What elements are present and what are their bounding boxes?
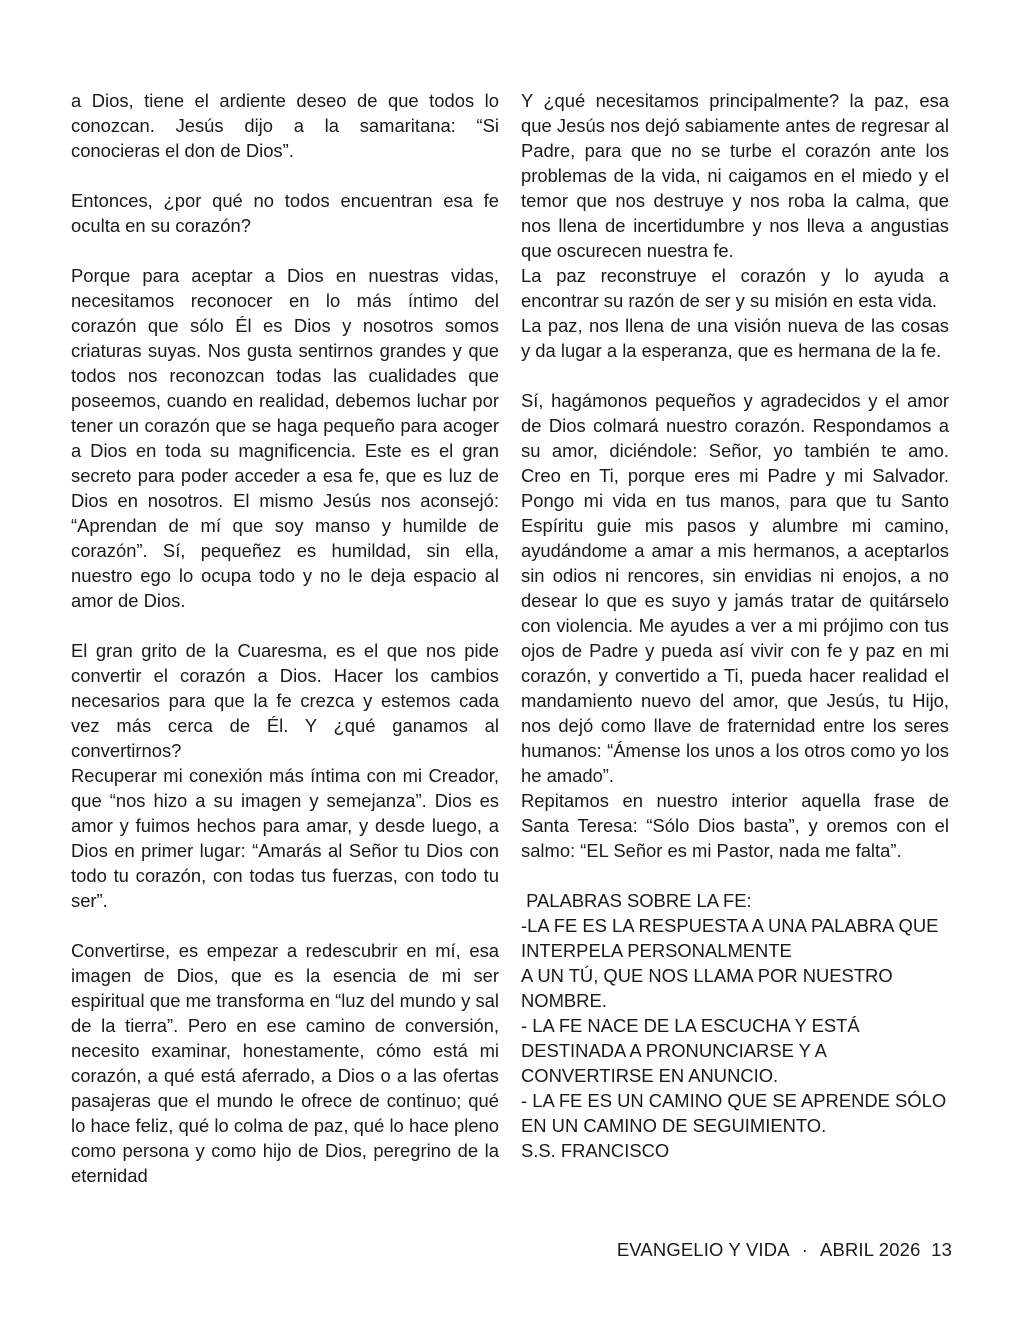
fe-item: - LA FE ES UN CAMINO QUE SE APRENDE SÓLO EN UN CAMINO DE SEGUIMIENTO. [521, 1090, 947, 1136]
fe-item: - LA FE NACE DE LA ESCUCHA Y ESTÁ DESTINADA A PRONUNCIARSE Y A [521, 1015, 860, 1061]
paragraph: La paz reconstruye el corazón y lo ayuda a encontrar su razón de ser y su misión en esta vida. [521, 265, 949, 311]
paragraph: Repitamos en nuestro interior aquella frase de Santa Teresa: “Sólo Dios basta”, y oremos con el salmo: “EL Señor es mi Pastor, nada me falta”. [521, 790, 949, 861]
paragraph: Recuperar mi conexión más íntima con mi Creador, que “nos hizo a su imagen y semejanza”. Dios es amor y fuimos hechos para amar, y desde luego, a Dios en primer lugar: “Amarás al Señor tu Dios con todo tu corazón, con todas tus fuerzas, con todo tu ser”. [71, 765, 499, 911]
fe-heading [521, 888, 949, 913]
paragraph: El gran grito de la Cuaresma, es el que nos pide convertir el corazón a Dios. Hacer los cambios necesarios para que la fe crezca y estemos cada vez más cerca de Él. Y ¿qué ganamos al convertirnos? [71, 640, 499, 761]
issue-date: ABRIL 2026 [820, 1239, 921, 1260]
fe-item: -LA FE ES LA RESPUESTA A UNA PALABRA QUE INTERPELA PERSONALMENTE [521, 915, 939, 961]
paragraph: Y ¿qué necesitamos principalmente? la paz, esa que Jesús nos dejó sabiamente antes de regresar al Padre, para que no se turbe el corazón ante los problemas de la vida, ni caigamos en el miedo y el temor que nos destruye y nos roba la calma, que nos llena de incertidumbre y nos lleva a angustias que oscurecen nuestra fe. [521, 90, 949, 261]
fe-item: CONVERTIRSE EN ANUNCIO. [521, 1065, 779, 1086]
right-column [521, 88, 949, 1163]
page-number: 13 [931, 1239, 952, 1260]
paragraph: La paz, nos llena de una visión nueva de las cosas y da lugar a la esperanza, que es hermana de la fe. [521, 315, 949, 361]
left-column [71, 88, 499, 1188]
paragraph: Entonces, ¿por qué no todos encuentran esa fe oculta en su corazón? [71, 190, 499, 236]
fe-heading-text: PALABRAS SOBRE LA FE: [526, 890, 752, 911]
fe-signature: S.S. FRANCISCO [521, 1140, 670, 1161]
paragraph: a Dios, tiene el ardiente deseo de que todos lo conozcan. Jesús dijo a la samaritana: “Si conocieras el don de Dios”. [71, 90, 499, 161]
paragraph: Sí, hagámonos pequeños y agradecidos y el amor de Dios colmará nuestro corazón. Respondamos a su amor, diciéndole: Señor, yo también te amo. Creo en Ti, porque eres mi Padre y mi Salvador. Pongo mi vida en tus manos, para que tu Santo Espíritu guie mis pasos y alumbre mi camino, ayudándome a amar a mis hermanos, a aceptarlos sin odios ni rencores, sin envidias ni enojos, a no desear lo que es suyo y jamás tratar de quitárselo con violencia. Me ayudes a ver a mi prójimo con tus ojos de Padre y pueda así vivir con fe y paz en mi corazón, y convertido a Ti, pueda hacer realidad el mandamiento nuevo del amor, que Jesús, tu Hijo, nos dejó como llave de fraternidad entre los seres humanos: “Ámense los unos a los otros como yo los he amado”. [521, 390, 949, 786]
publication-name: EVANGELIO Y VIDA [616, 1239, 790, 1260]
fe-item: A UN TÚ, QUE NOS LLAMA POR NUESTRO NOMBRE. [521, 965, 893, 1011]
page-footer [617, 1238, 952, 1262]
paragraph: Porque para aceptar a Dios en nuestras vidas, necesitamos reconocer en lo más íntimo del corazón que sólo Él es Dios y nosotros somos criaturas suyas. Nos gusta sentirnos grandes y que todos nos reconozcan todas las cualidades que poseemos, cuando en realidad, debemos luchar por tener un corazón que se haga pequeño para acoger a Dios en toda su magnificencia. Este es el gran secreto para poder acceder a esa fe, que es luz de Dios en nosotros. El mismo Jesús nos aconsejó: “Aprendan de mí que soy manso y humilde de corazón”. Sí, pequeñez es humildad, sin ella, nuestro ego lo ocupa todo y no le deja espacio al amor de Dios. [71, 265, 499, 611]
paragraph: Convertirse, es empezar a redescubrir en mí, esa imagen de Dios, que es la esencia de mi ser espiritual que me transforma en “luz del mundo y sal de la tierra”. Pero en ese camino de conversión, necesito examinar, honestamente, cómo está mi corazón, a qué está aferrado, a Dios o a las ofertas pasajeras que el mundo le ofrece de continuo; qué lo hace feliz, qué lo colma de paz, qué lo hace pleno como persona y como hijo de Dios, peregrino de la eternidad [71, 940, 499, 1186]
footer-separator: · [801, 1239, 809, 1260]
palabras-sobre-la-fe [521, 888, 949, 1163]
